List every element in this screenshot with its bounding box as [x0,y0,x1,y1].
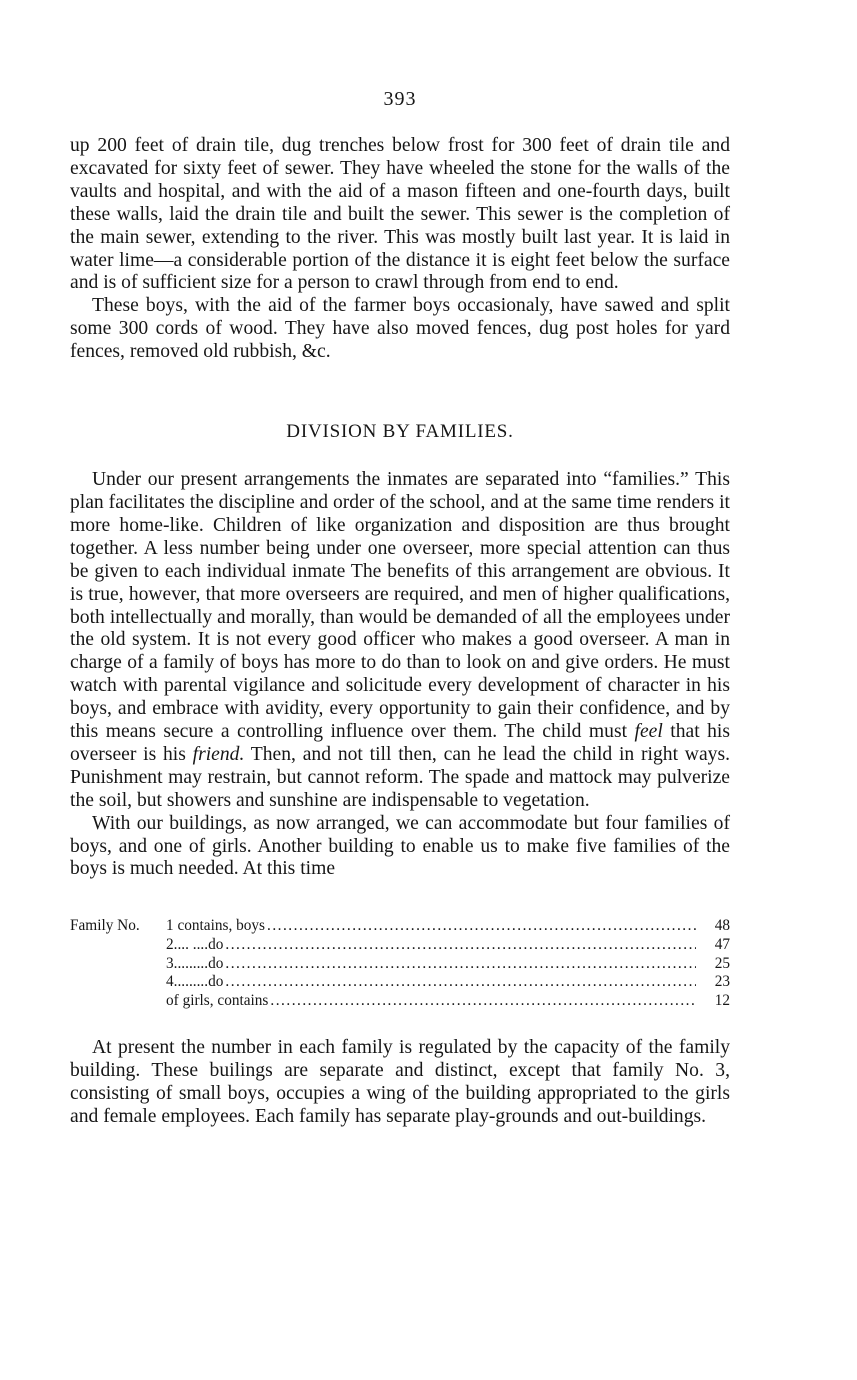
paragraph-text: that his overseer is his [70,721,730,765]
paragraph-wood-sawing: These boys, with the aid of the farmer boys occasionaly, have sawed and split some 300 cords of wood. They have also moved fences, dug post holes for yard fences, removed old rubbish, &c. [70,295,730,363]
row-count: 12 [714,991,730,1009]
table-row [70,955,730,974]
table-row [70,992,730,1011]
row-label: of girls, contains [166,991,269,1009]
document-page [70,88,730,1129]
table-row [70,917,730,936]
leader-dots [225,955,696,974]
emphasis-friend: friend. [192,743,245,765]
row-lead: Family No. [70,917,140,935]
leader-dots [270,992,696,1011]
row-label: 2.... ....do [166,935,224,953]
emphasis-feel: feel [634,721,663,743]
row-label: 3.........do [166,954,224,972]
paragraph-text: Under our present arrangements the inmates are separated into “families.” This plan facilitates the discipline and order of the school, and at the same time renders it more home-like. Children of like organization and disposition are thus brought together. A less number being under one overseer, more special attention can thus be given to each individual inmate The benefits of this arrangement are obvious. It is true, however, that more overseers are required, and men of higher qualifications, both intellectually and morally, than would be demanded of all the employees under the old system. It is not every good officer who makes a good overseer. A man in charge of a family of boys has more to do than to look on and give orders. He must watch with parental vigilance and solicitude every development of character in his boys, and embrace with avidity, every opportunity to gain their confidence, and by this means secure a controlling influence over them. The child must [70,469,730,743]
paragraph-family-system [70,469,730,813]
paragraph-buildings: With our buildings, as now arranged, we can accommodate but four families of boys, and one of girls. Another building to enable us to make five families of the boys is much needed. At this time [70,812,730,880]
row-label: 4.........do [166,973,224,991]
row-count: 48 [714,917,730,935]
row-count: 47 [714,935,730,953]
leader-dots [267,917,696,936]
table-row [70,973,730,992]
section-heading: DIVISION BY FAMILIES. [286,421,514,443]
paragraph-sewer-work: up 200 feet of drain tile, dug trenches below frost for 300 feet of drain tile and excavated for sixty feet of sewer. They have wheeled the stone for the walls of the vaults and hospital, and with the aid of a mason fifteen and one-fourth days, built these walls, laid the drain tile and built the sewer. This sewer is the completion of the main sewer, extending to the river. This was mostly built last year. It is laid in water lime—a considerable portion of the distance it is eight feet below the surface and is of sufficient size for a person to crawl through from end to end. [70,135,730,294]
row-label: 1 contains, boys [166,917,265,935]
table-row [70,936,730,955]
family-table [70,917,730,1010]
leader-dots [225,936,696,955]
paragraph-text: Then, and not till then, can he lead the child in right ways. Punishment may restrain, but cannot reform. The spade and mattock may pulverize the soil, but showers and sunshine are indispensable to vegetation. [70,743,730,811]
leader-dots [225,973,696,992]
page-number: 393 [383,88,417,110]
row-count: 25 [714,954,730,972]
paragraph-closing: At present the number in each family is regulated by the capacity of the family building. These builings are separate and distinct, except that family No. 3, consisting of small boys, occupies a wing of the building appropriated to the girls and female employees. Each family has separate play-grounds and out-buildings. [70,1037,730,1128]
row-count: 23 [714,973,730,991]
